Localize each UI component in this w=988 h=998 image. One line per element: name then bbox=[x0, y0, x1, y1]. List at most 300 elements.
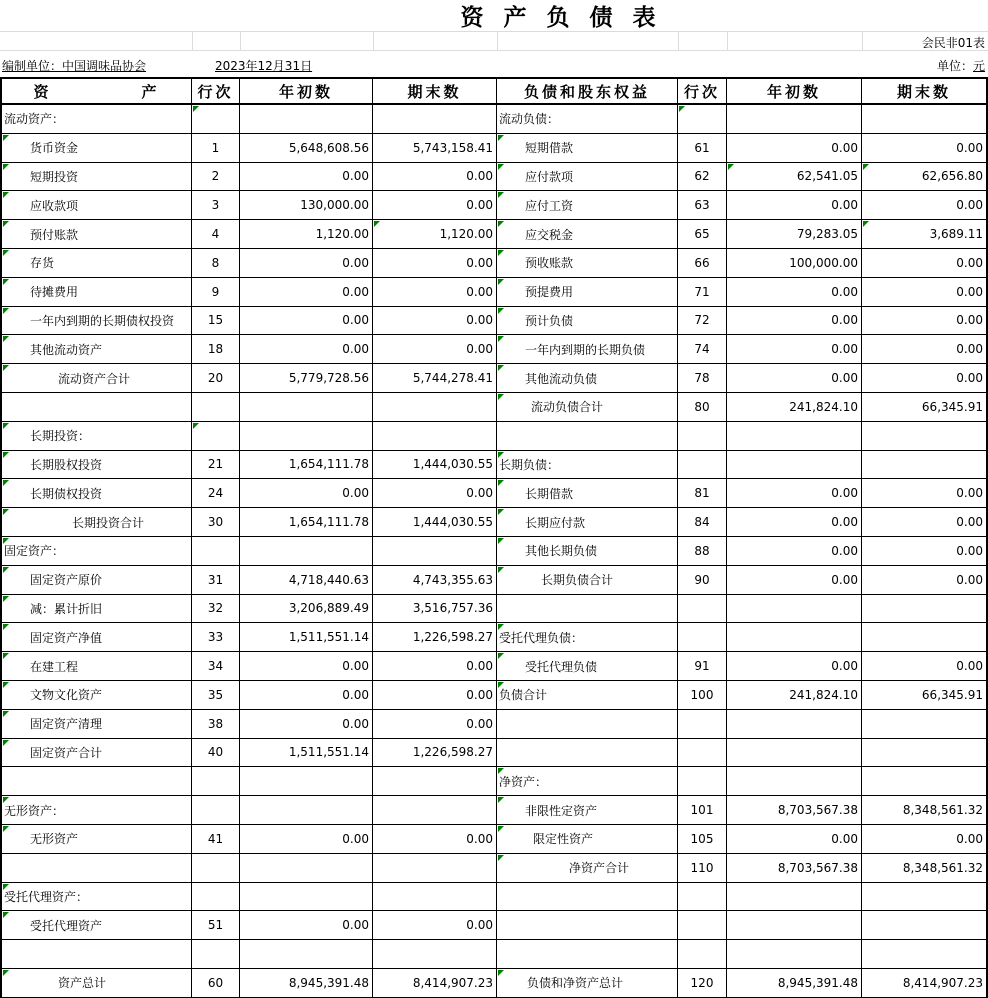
cell-error-indicator-icon bbox=[498, 653, 504, 659]
cell-text: 65 bbox=[694, 227, 710, 242]
cell-label-asset[interactable] bbox=[2, 422, 192, 451]
cell-year-begin[interactable] bbox=[727, 710, 862, 739]
header-cell-liability[interactable]: 负债和股东权益 bbox=[497, 79, 678, 103]
cell-text: 受托代理负债 bbox=[525, 659, 598, 674]
cell-period-end[interactable] bbox=[862, 105, 986, 134]
cell-label-liability[interactable] bbox=[497, 508, 678, 537]
cell-period-end[interactable] bbox=[373, 364, 497, 393]
cell-period-end[interactable] bbox=[373, 163, 497, 192]
cell-year-begin[interactable] bbox=[240, 767, 373, 796]
cell-label-liability[interactable] bbox=[497, 364, 678, 393]
cell-line-no[interactable] bbox=[192, 623, 240, 652]
cell-error-indicator-icon bbox=[3, 135, 9, 141]
cell-line-no[interactable] bbox=[678, 681, 727, 710]
cell-period-end[interactable] bbox=[373, 796, 497, 825]
cell-label-asset[interactable] bbox=[2, 335, 192, 364]
cell-period-end[interactable] bbox=[373, 710, 497, 739]
cell-year-begin[interactable] bbox=[727, 739, 862, 768]
cell-period-end[interactable] bbox=[373, 969, 497, 998]
cell-label-asset[interactable] bbox=[2, 796, 192, 825]
cell-label-asset[interactable] bbox=[2, 911, 192, 940]
cell-line-no[interactable] bbox=[678, 537, 727, 566]
cell-label-asset[interactable] bbox=[2, 883, 192, 912]
cell-period-end[interactable] bbox=[862, 422, 986, 451]
cell-period-end[interactable] bbox=[373, 278, 497, 307]
cell-year-begin[interactable] bbox=[727, 422, 862, 451]
cell-line-no[interactable] bbox=[678, 163, 727, 192]
cell-year-begin[interactable] bbox=[240, 393, 373, 422]
cell-period-end[interactable] bbox=[862, 883, 986, 912]
cell-text: 无形资产： bbox=[4, 803, 65, 818]
cell-period-end[interactable] bbox=[862, 307, 986, 336]
cell-year-begin[interactable] bbox=[727, 566, 862, 595]
cell-period-end[interactable] bbox=[862, 220, 986, 249]
cell-year-begin[interactable] bbox=[240, 969, 373, 998]
cell-year-begin[interactable] bbox=[727, 969, 862, 998]
cell-year-begin[interactable] bbox=[727, 307, 862, 336]
cell-year-begin[interactable] bbox=[240, 307, 373, 336]
cell-line-no[interactable] bbox=[678, 940, 727, 969]
cell-label-asset[interactable] bbox=[2, 105, 192, 134]
cell-line-no[interactable] bbox=[678, 307, 727, 336]
cell-line-no[interactable] bbox=[192, 595, 240, 624]
cell-year-begin[interactable] bbox=[727, 393, 862, 422]
faint-gridline bbox=[862, 32, 863, 50]
cell-period-end[interactable] bbox=[862, 191, 986, 220]
cell-label-asset[interactable] bbox=[2, 508, 192, 537]
cell-label-liability[interactable] bbox=[497, 393, 678, 422]
cell-year-begin[interactable] bbox=[240, 623, 373, 652]
cell-period-end[interactable] bbox=[862, 595, 986, 624]
cell-period-end[interactable] bbox=[373, 249, 497, 278]
cell-year-begin[interactable] bbox=[727, 883, 862, 912]
cell-line-no[interactable] bbox=[678, 854, 727, 883]
cell-year-begin[interactable] bbox=[240, 710, 373, 739]
cell-year-begin[interactable] bbox=[240, 595, 373, 624]
cell-year-begin[interactable] bbox=[727, 479, 862, 508]
cell-line-no[interactable] bbox=[678, 652, 727, 681]
cell-error-indicator-icon bbox=[3, 192, 9, 198]
cell-label-liability[interactable] bbox=[497, 134, 678, 163]
cell-year-begin[interactable] bbox=[240, 508, 373, 537]
cell-year-begin[interactable] bbox=[727, 796, 862, 825]
cell-label-liability[interactable] bbox=[497, 710, 678, 739]
cell-error-indicator-icon bbox=[498, 394, 504, 400]
unit-value: 元 bbox=[972, 59, 985, 73]
cell-line-no[interactable] bbox=[192, 710, 240, 739]
cell-line-no[interactable] bbox=[678, 364, 727, 393]
faint-gridline bbox=[240, 32, 241, 50]
cell-label-liability[interactable] bbox=[497, 278, 678, 307]
cell-year-begin[interactable] bbox=[240, 796, 373, 825]
cell-period-end[interactable] bbox=[862, 739, 986, 768]
cell-period-end[interactable] bbox=[373, 883, 497, 912]
cell-period-end[interactable] bbox=[862, 652, 986, 681]
cell-year-begin[interactable] bbox=[240, 566, 373, 595]
cell-text: 0.00 bbox=[956, 515, 983, 530]
cell-text: 预收账款 bbox=[525, 256, 574, 271]
cell-text: 0.00 bbox=[956, 486, 983, 501]
cell-label-liability[interactable] bbox=[497, 422, 678, 451]
cell-line-no[interactable] bbox=[678, 191, 727, 220]
cell-line-no[interactable] bbox=[192, 969, 240, 998]
cell-line-no[interactable] bbox=[678, 278, 727, 307]
cell-label-asset[interactable] bbox=[2, 220, 192, 249]
cell-line-no[interactable] bbox=[192, 940, 240, 969]
cell-period-end[interactable] bbox=[862, 537, 986, 566]
cell-text: 63 bbox=[694, 198, 710, 213]
cell-line-no[interactable] bbox=[192, 364, 240, 393]
cell-period-end[interactable] bbox=[862, 940, 986, 969]
cell-period-end[interactable] bbox=[373, 451, 497, 480]
cell-line-no[interactable] bbox=[192, 508, 240, 537]
cell-text: 一年内到期的长期负债 bbox=[525, 342, 646, 357]
cell-period-end[interactable] bbox=[862, 163, 986, 192]
cell-period-end[interactable] bbox=[373, 307, 497, 336]
cell-line-no[interactable] bbox=[678, 595, 727, 624]
cell-label-liability[interactable] bbox=[497, 940, 678, 969]
cell-label-asset[interactable] bbox=[2, 134, 192, 163]
cell-label-liability[interactable] bbox=[497, 767, 678, 796]
cell-label-asset[interactable] bbox=[2, 479, 192, 508]
cell-year-begin[interactable] bbox=[727, 911, 862, 940]
cell-text: 120 bbox=[690, 975, 714, 990]
cell-label-asset[interactable] bbox=[2, 537, 192, 566]
cell-year-begin[interactable] bbox=[240, 220, 373, 249]
cell-period-end[interactable] bbox=[862, 681, 986, 710]
cell-year-begin[interactable] bbox=[727, 854, 862, 883]
cell-period-end[interactable] bbox=[373, 825, 497, 854]
cell-label-asset[interactable] bbox=[2, 278, 192, 307]
cell-year-begin[interactable] bbox=[727, 451, 862, 480]
cell-year-begin[interactable] bbox=[240, 422, 373, 451]
cell-period-end[interactable] bbox=[373, 105, 497, 134]
cell-line-no[interactable] bbox=[192, 767, 240, 796]
cell-year-begin[interactable] bbox=[727, 163, 862, 192]
cell-text: 8,703,567.38 bbox=[777, 803, 858, 818]
cell-line-no[interactable] bbox=[678, 105, 727, 134]
cell-line-no[interactable] bbox=[192, 825, 240, 854]
cell-year-begin[interactable] bbox=[727, 364, 862, 393]
cell-period-end[interactable] bbox=[373, 191, 497, 220]
cell-line-no[interactable] bbox=[192, 134, 240, 163]
cell-label-asset[interactable] bbox=[2, 393, 192, 422]
cell-year-begin[interactable] bbox=[727, 767, 862, 796]
cell-year-begin[interactable] bbox=[727, 220, 862, 249]
prepared-by-label: 编制单位：中国调味品协会 bbox=[2, 59, 147, 73]
cell-text: 长期投资： bbox=[30, 429, 91, 444]
cell-line-no[interactable] bbox=[192, 163, 240, 192]
cell-year-begin[interactable] bbox=[240, 479, 373, 508]
cell-line-no[interactable] bbox=[678, 796, 727, 825]
cell-period-end[interactable] bbox=[373, 911, 497, 940]
cell-year-begin[interactable] bbox=[240, 134, 373, 163]
cell-label-liability[interactable] bbox=[497, 335, 678, 364]
cell-year-begin[interactable] bbox=[727, 249, 862, 278]
cell-year-begin[interactable] bbox=[727, 652, 862, 681]
cell-text: 减：累计折旧 bbox=[30, 601, 103, 616]
cell-label-liability[interactable] bbox=[497, 825, 678, 854]
cell-line-no[interactable] bbox=[192, 335, 240, 364]
cell-line-no[interactable] bbox=[678, 710, 727, 739]
cell-label-liability[interactable] bbox=[497, 220, 678, 249]
cell-line-no[interactable] bbox=[192, 883, 240, 912]
cell-label-liability[interactable] bbox=[497, 623, 678, 652]
cell-year-begin[interactable] bbox=[727, 508, 862, 537]
cell-period-end[interactable] bbox=[373, 479, 497, 508]
cell-line-no[interactable] bbox=[192, 393, 240, 422]
cell-period-end[interactable] bbox=[373, 739, 497, 768]
cell-label-liability[interactable] bbox=[497, 479, 678, 508]
cell-label-asset[interactable] bbox=[2, 163, 192, 192]
header-cell-year-begin[interactable]: 年初数 bbox=[727, 79, 862, 103]
cell-label-liability[interactable] bbox=[497, 595, 678, 624]
cell-year-begin[interactable] bbox=[727, 623, 862, 652]
cell-line-no[interactable] bbox=[192, 307, 240, 336]
cell-error-indicator-icon bbox=[498, 567, 504, 573]
cell-year-begin[interactable] bbox=[240, 335, 373, 364]
cell-year-begin[interactable] bbox=[240, 451, 373, 480]
cell-period-end[interactable] bbox=[862, 335, 986, 364]
cell-year-begin[interactable] bbox=[240, 537, 373, 566]
cell-line-no[interactable] bbox=[192, 566, 240, 595]
cell-label-asset[interactable] bbox=[2, 249, 192, 278]
cell-error-indicator-icon bbox=[3, 480, 9, 486]
cell-line-no[interactable] bbox=[192, 911, 240, 940]
header-cell-line-no[interactable]: 行次 bbox=[678, 79, 727, 103]
cell-year-begin[interactable] bbox=[240, 739, 373, 768]
cell-label-asset[interactable] bbox=[2, 854, 192, 883]
cell-period-end[interactable] bbox=[862, 249, 986, 278]
cell-label-asset[interactable] bbox=[2, 191, 192, 220]
cell-year-begin[interactable] bbox=[240, 911, 373, 940]
cell-period-end[interactable] bbox=[373, 623, 497, 652]
cell-line-no[interactable] bbox=[192, 479, 240, 508]
cell-label-liability[interactable] bbox=[497, 796, 678, 825]
cell-label-liability[interactable] bbox=[497, 105, 678, 134]
cell-period-end[interactable] bbox=[373, 854, 497, 883]
header-cell-period-end[interactable]: 期末数 bbox=[896, 82, 951, 101]
cell-line-no[interactable] bbox=[192, 451, 240, 480]
header-cell-period-end[interactable]: 期末数 bbox=[373, 79, 497, 103]
unit-prefix: 单位： bbox=[936, 59, 973, 73]
cell-label-liability[interactable] bbox=[497, 681, 678, 710]
cell-line-no[interactable] bbox=[678, 825, 727, 854]
cell-label-asset[interactable] bbox=[2, 767, 192, 796]
cell-line-no[interactable] bbox=[678, 479, 727, 508]
cell-text: 0.00 bbox=[342, 486, 369, 501]
cell-line-no[interactable] bbox=[678, 566, 727, 595]
cell-line-no[interactable] bbox=[678, 393, 727, 422]
cell-text: 4,718,440.63 bbox=[288, 572, 369, 587]
cell-year-begin[interactable] bbox=[727, 825, 862, 854]
cell-label-liability[interactable] bbox=[497, 969, 678, 998]
cell-label-asset[interactable] bbox=[2, 710, 192, 739]
cell-text: 0.00 bbox=[466, 687, 493, 702]
cell-period-end[interactable] bbox=[862, 508, 986, 537]
cell-label-liability[interactable] bbox=[497, 652, 678, 681]
cell-text: 0.00 bbox=[466, 342, 493, 357]
cell-period-end[interactable] bbox=[862, 364, 986, 393]
cell-line-no[interactable] bbox=[192, 105, 240, 134]
cell-label-liability[interactable] bbox=[497, 307, 678, 336]
cell-period-end[interactable] bbox=[862, 969, 986, 998]
cell-line-no[interactable] bbox=[192, 681, 240, 710]
cell-year-begin[interactable] bbox=[727, 940, 862, 969]
cell-period-end[interactable] bbox=[373, 940, 497, 969]
cell-year-begin[interactable] bbox=[240, 940, 373, 969]
cell-label-asset[interactable] bbox=[2, 739, 192, 768]
cell-period-end[interactable] bbox=[373, 767, 497, 796]
cell-error-indicator-icon bbox=[3, 740, 9, 746]
cell-line-no[interactable] bbox=[678, 911, 727, 940]
cell-line-no[interactable] bbox=[678, 969, 727, 998]
cell-year-begin[interactable] bbox=[240, 249, 373, 278]
cell-year-begin[interactable] bbox=[240, 364, 373, 393]
cell-text: 9 bbox=[211, 284, 220, 299]
cell-year-begin[interactable] bbox=[727, 537, 862, 566]
cell-line-no[interactable] bbox=[678, 134, 727, 163]
cell-line-no[interactable] bbox=[192, 652, 240, 681]
cell-year-begin[interactable] bbox=[727, 191, 862, 220]
cell-period-end[interactable] bbox=[373, 220, 497, 249]
cell-label-liability[interactable] bbox=[497, 191, 678, 220]
cell-period-end[interactable] bbox=[862, 911, 986, 940]
cell-text: 0.00 bbox=[956, 198, 983, 213]
cell-year-begin[interactable] bbox=[240, 105, 373, 134]
cell-year-begin[interactable] bbox=[727, 335, 862, 364]
cell-period-end[interactable] bbox=[862, 767, 986, 796]
cell-error-indicator-icon bbox=[498, 797, 504, 803]
cell-year-begin[interactable] bbox=[240, 825, 373, 854]
cell-error-indicator-icon bbox=[3, 336, 9, 342]
cell-label-asset[interactable] bbox=[2, 825, 192, 854]
cell-year-begin[interactable] bbox=[240, 652, 373, 681]
cell-period-end[interactable] bbox=[373, 422, 497, 451]
cell-period-end[interactable] bbox=[373, 335, 497, 364]
cell-period-end[interactable] bbox=[862, 479, 986, 508]
cell-period-end[interactable] bbox=[373, 652, 497, 681]
cell-line-no[interactable] bbox=[192, 278, 240, 307]
cell-text: 1,511,551.14 bbox=[288, 745, 369, 760]
cell-year-begin[interactable] bbox=[727, 595, 862, 624]
cell-line-no[interactable] bbox=[192, 220, 240, 249]
cell-text: 在建工程 bbox=[30, 659, 79, 674]
cell-period-end[interactable] bbox=[862, 393, 986, 422]
cell-period-end[interactable] bbox=[862, 796, 986, 825]
cell-year-begin[interactable] bbox=[727, 278, 862, 307]
cell-period-end[interactable] bbox=[862, 134, 986, 163]
cell-period-end[interactable] bbox=[862, 451, 986, 480]
cell-line-no[interactable] bbox=[678, 220, 727, 249]
cell-error-indicator-icon bbox=[498, 452, 504, 458]
cell-text: 8,945,391.48 bbox=[288, 975, 369, 990]
cell-period-end[interactable] bbox=[862, 278, 986, 307]
cell-period-end[interactable] bbox=[862, 825, 986, 854]
cell-error-indicator-icon bbox=[3, 970, 9, 976]
cell-text: 0.00 bbox=[831, 342, 858, 357]
cell-year-begin[interactable] bbox=[240, 163, 373, 192]
cell-label-liability[interactable] bbox=[497, 163, 678, 192]
cell-period-end[interactable] bbox=[373, 537, 497, 566]
cell-period-end[interactable] bbox=[862, 854, 986, 883]
cell-year-begin[interactable] bbox=[240, 278, 373, 307]
cell-label-liability[interactable] bbox=[497, 249, 678, 278]
cell-label-liability[interactable] bbox=[497, 911, 678, 940]
cell-line-no[interactable] bbox=[678, 451, 727, 480]
cell-line-no[interactable] bbox=[678, 422, 727, 451]
cell-year-begin[interactable] bbox=[240, 883, 373, 912]
cell-label-asset[interactable] bbox=[2, 364, 192, 393]
cell-year-begin[interactable] bbox=[240, 681, 373, 710]
cell-period-end[interactable] bbox=[373, 508, 497, 537]
cell-year-begin[interactable] bbox=[240, 191, 373, 220]
cell-text: 应交税金 bbox=[525, 227, 574, 242]
cell-text: 流动负债合计 bbox=[531, 400, 604, 415]
cell-text: 5,648,608.56 bbox=[288, 140, 369, 155]
cell-period-end[interactable] bbox=[373, 681, 497, 710]
cell-label-asset[interactable] bbox=[2, 566, 192, 595]
cell-label-liability[interactable] bbox=[497, 537, 678, 566]
cell-period-end[interactable] bbox=[862, 710, 986, 739]
cell-line-no[interactable] bbox=[678, 508, 727, 537]
cell-line-no[interactable] bbox=[678, 767, 727, 796]
header-cell-asset[interactable]: 资 产 bbox=[2, 79, 192, 103]
cell-label-liability[interactable] bbox=[497, 739, 678, 768]
cell-line-no[interactable] bbox=[678, 249, 727, 278]
cell-label-asset[interactable] bbox=[2, 623, 192, 652]
cell-year-begin[interactable] bbox=[727, 681, 862, 710]
cell-label-asset[interactable] bbox=[2, 595, 192, 624]
cell-period-end[interactable] bbox=[373, 134, 497, 163]
cell-line-no[interactable] bbox=[678, 883, 727, 912]
cell-text: 0.00 bbox=[831, 284, 858, 299]
cell-label-liability[interactable] bbox=[497, 566, 678, 595]
cell-period-end[interactable] bbox=[373, 566, 497, 595]
cell-label-asset[interactable] bbox=[2, 681, 192, 710]
cell-line-no[interactable] bbox=[192, 249, 240, 278]
cell-year-begin[interactable] bbox=[727, 134, 862, 163]
cell-label-asset[interactable] bbox=[2, 969, 192, 998]
cell-label-liability[interactable] bbox=[497, 883, 678, 912]
cell-line-no[interactable] bbox=[678, 623, 727, 652]
cell-label-liability[interactable] bbox=[497, 854, 678, 883]
cell-period-end[interactable] bbox=[862, 566, 986, 595]
cell-label-liability[interactable] bbox=[497, 451, 678, 480]
cell-error-indicator-icon bbox=[498, 164, 504, 170]
cell-label-asset[interactable] bbox=[2, 652, 192, 681]
cell-error-indicator-icon bbox=[498, 336, 504, 342]
cell-line-no[interactable] bbox=[678, 739, 727, 768]
cell-line-no[interactable] bbox=[192, 191, 240, 220]
cell-line-no[interactable] bbox=[192, 422, 240, 451]
cell-label-asset[interactable] bbox=[2, 451, 192, 480]
cell-line-no[interactable] bbox=[192, 537, 240, 566]
cell-period-end[interactable] bbox=[373, 595, 497, 624]
cell-line-no[interactable] bbox=[192, 739, 240, 768]
header-cell-line-no[interactable]: 行次 bbox=[192, 79, 240, 103]
cell-line-no[interactable] bbox=[192, 796, 240, 825]
cell-label-asset[interactable] bbox=[2, 940, 192, 969]
cell-period-end[interactable] bbox=[373, 393, 497, 422]
cell-line-no[interactable] bbox=[192, 854, 240, 883]
cell-period-end[interactable] bbox=[862, 623, 986, 652]
cell-year-begin[interactable] bbox=[240, 854, 373, 883]
cell-line-no[interactable] bbox=[678, 335, 727, 364]
cell-label-asset[interactable] bbox=[2, 307, 192, 336]
cell-year-begin[interactable] bbox=[727, 105, 862, 134]
header-cell-year-begin[interactable]: 年初数 bbox=[240, 79, 373, 103]
